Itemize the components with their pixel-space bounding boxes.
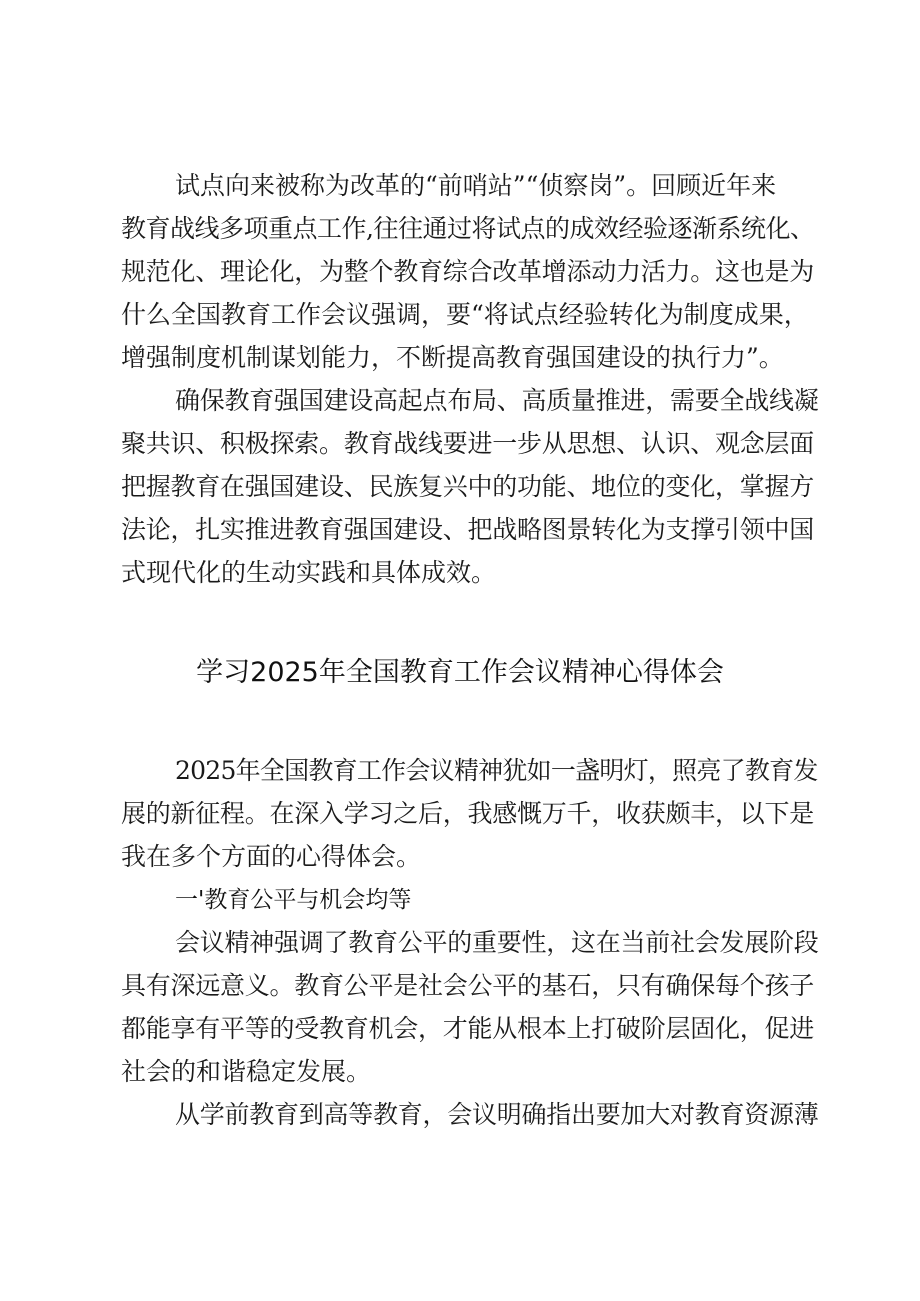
- paragraph-line: 把握教育在强国建设、民族复兴中的功能、地位的变化，掌握方: [121, 472, 815, 501]
- paragraph-line: 规范化、理论化，为整个教育综合改革增添动力活力。这也是为: [121, 257, 815, 286]
- paragraph-line: 社会的和谐稳定发展。: [121, 1057, 372, 1086]
- section-heading: 一'教育公平与机会均等: [175, 887, 412, 913]
- paragraph-line: 从学前教育到高等教育，会议明确指出要加大对教育资源薄: [175, 1100, 819, 1129]
- paragraph-line: 具有深远意义。教育公平是社会公平的基石，只有确保每个孩子: [121, 971, 815, 1000]
- paragraph-line: 试点向来被称为改革的“前哨站”“侦察岗”。回顾近年来: [175, 171, 777, 200]
- paragraph-line: 确保教育强国建设高起点布局、高质量推进，需要全战线凝: [175, 386, 819, 415]
- article-title: 学习2025年全国教育工作会议精神心得体会: [196, 657, 724, 688]
- paragraph-line: 增强制度机制谋划能力，不断提高教育强国建设的执行力”。: [121, 343, 784, 372]
- paragraph-line: 都能享有平等的受教育机会，才能从根本上打破阶层固化，促进: [121, 1014, 815, 1043]
- paragraph-line: 我在多个方面的心得体会。: [121, 842, 422, 871]
- paragraph-line: 会议精神强调了教育公平的重要性，这在当前社会发展阶段: [175, 928, 819, 957]
- paragraph-line: 2025年全国教育工作会议精神犹如一盏明灯，照亮了教育发: [175, 756, 818, 785]
- paragraph-line: 教育战线多项重点工作,往往通过将试点的成效经验逐渐系统化、: [121, 214, 815, 243]
- paragraph-line: 聚共识、积极探索。教育战线要进一步从思想、认识、观念层面: [121, 429, 815, 458]
- paragraph-line: 展的新征程。在深入学习之后，我感慨万千，收获颇丰，以下是: [121, 799, 815, 828]
- paragraph-line: 法论，扎实推进教育强国建设、把战略图景转化为支撑引领中国: [121, 515, 815, 544]
- paragraph-line: 什么全国教育工作会议强调，要“将试点经验转化为制度成果，: [121, 300, 809, 329]
- paragraph-line: 式现代化的生动实践和具体成效。: [121, 558, 497, 587]
